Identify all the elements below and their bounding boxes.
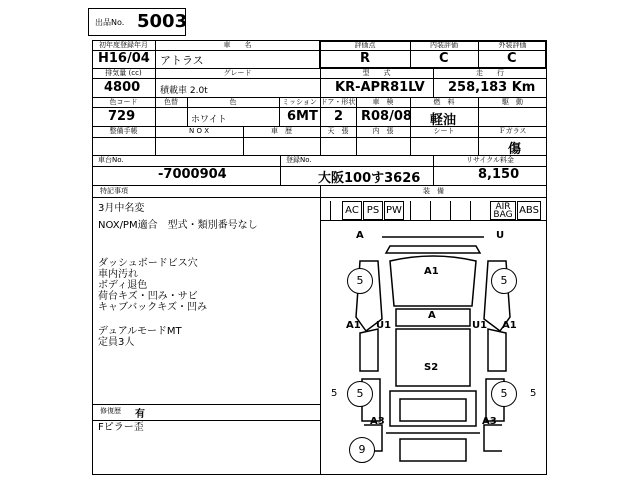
cab-roof-outline xyxy=(390,256,476,306)
interior-value: C xyxy=(439,51,449,66)
chassis-value: -7000904 xyxy=(158,167,227,182)
equipment-header: 装 備 xyxy=(423,187,444,195)
displacement-value: 4800 xyxy=(104,80,141,95)
mark-s2-bed: S2 xyxy=(424,362,439,373)
interior-ceiling-label: 内 張 xyxy=(372,127,394,135)
bed-rear-inner xyxy=(400,399,466,421)
note-line: ボディ退色 xyxy=(98,280,148,291)
drive-label: 駆 動 xyxy=(502,98,523,106)
mark-a3-rear-right: A3 xyxy=(482,416,497,427)
mark-u-front-right: U xyxy=(496,230,505,241)
doors-label: ドア・形状 xyxy=(320,98,356,106)
fuel-value: 軽油 xyxy=(430,113,457,128)
doors-value: 2 xyxy=(334,109,344,124)
note-line: 定員3人 xyxy=(98,337,135,348)
seat-label: シート xyxy=(433,127,455,135)
paint-color-label: 色替 xyxy=(164,98,178,106)
color-code-value: 729 xyxy=(108,109,136,124)
cab-front-outline xyxy=(386,246,480,253)
score-value: R xyxy=(360,51,371,66)
mark-5-rear-right-outer: 5 xyxy=(530,388,537,399)
tire-rear-left: 5 xyxy=(347,381,373,407)
maintenance-label: 整備手帳 xyxy=(109,127,138,135)
mark-a-front-left: A xyxy=(356,230,364,241)
repair-history-label: 修復歴 xyxy=(100,407,121,415)
plate-value: 大阪100す3626 xyxy=(318,171,421,186)
rear-frame xyxy=(400,439,466,461)
bed-outline xyxy=(396,329,470,386)
mark-a-roof: A xyxy=(428,310,436,321)
history-label: 車 歴 xyxy=(271,127,292,135)
equip-ps: PS xyxy=(363,201,383,220)
note-line: キャブバックキズ・凹み xyxy=(98,302,207,313)
mark-a1-right: A1 xyxy=(502,320,517,331)
repair-detail: Fピラー歪 xyxy=(98,422,144,433)
reg-year-label: 初年度登録年月 xyxy=(99,41,148,49)
tire-front-right: 5 xyxy=(491,268,517,294)
color-value: ホワイト xyxy=(191,115,227,125)
equip-pw: PW xyxy=(384,201,404,220)
lot-number: 5003 xyxy=(137,11,188,32)
tire-spare: 9 xyxy=(349,437,375,463)
note-line: 3月中名変 xyxy=(98,203,145,214)
car-name-label: 車 名 xyxy=(223,41,252,49)
note-line xyxy=(98,313,318,324)
tire-rear-right: 5 xyxy=(491,381,517,407)
cab-left-door xyxy=(360,329,378,371)
equip-abs: ABS xyxy=(517,201,541,220)
mission-value: 6MT xyxy=(287,109,318,124)
lot-number-label: 出品No. xyxy=(95,18,125,27)
note-line: NOX/PM適合 型式・類別番号なし xyxy=(98,220,258,231)
repair-history-value: 有 xyxy=(135,409,145,420)
score-label: 評価点 xyxy=(354,41,376,49)
mileage-value: 258,183 Km xyxy=(448,80,536,95)
notes-list xyxy=(98,203,318,348)
mark-u1-right: U1 xyxy=(472,320,488,331)
displacement-label: 排気量 (cc) xyxy=(105,69,142,77)
mark-5-rear-left-outer: 5 xyxy=(331,388,338,399)
exterior-value: C xyxy=(507,51,517,66)
reg-year-value: H16/04 xyxy=(98,51,150,66)
car-name-value: アトラス xyxy=(160,54,204,67)
grade-value: 積載車 2.0t xyxy=(160,86,208,96)
inspection-value: R08/08 xyxy=(361,109,412,124)
inspection-label: 車 検 xyxy=(372,98,394,106)
truck-diagram xyxy=(320,221,546,473)
recycle-value: 8,150 xyxy=(478,167,520,182)
mark-a3-rear-left: A3 xyxy=(370,416,385,427)
mark-a1-left: A1 xyxy=(346,320,361,331)
recycle-label: リサイクル料金 xyxy=(465,156,515,164)
interior-label: 内装評価 xyxy=(430,41,458,49)
note-line: デュアルモードMT xyxy=(98,326,182,337)
cab-right-door xyxy=(488,329,506,371)
mileage-label: 走 行 xyxy=(476,69,504,77)
nox-label: N O X xyxy=(189,127,209,135)
exterior-label: 外装評価 xyxy=(498,41,527,49)
lot-number-box xyxy=(88,8,186,36)
f-glass-label: Ｆガラス xyxy=(498,127,527,135)
f-glass-value: 傷 xyxy=(508,142,522,157)
color-code-label: 色コード xyxy=(109,98,138,106)
note-line xyxy=(98,233,318,246)
equip-airbag: AIR BAG xyxy=(490,201,516,220)
rear-right-fender xyxy=(484,425,502,451)
grade-label: グレード xyxy=(223,69,252,77)
sunroof-label: 天 張 xyxy=(327,127,349,135)
mark-a1-hood: A1 xyxy=(424,266,439,277)
chassis-label: 車台No. xyxy=(98,156,124,164)
model-label: 型 式 xyxy=(362,69,391,77)
mark-u1-left: U1 xyxy=(376,320,392,331)
model-value: KR-APR81LV xyxy=(335,80,425,95)
tire-front-left: 5 xyxy=(347,268,373,294)
color-label: 色 xyxy=(229,98,237,106)
equip-ac: AC xyxy=(342,201,362,220)
note-line: ダッシュボードビス穴 xyxy=(98,258,198,269)
plate-label: 登録No. xyxy=(286,156,312,164)
mission-label: ミッション xyxy=(282,98,317,106)
note-line: 荷台キズ・凹み・サビ xyxy=(98,291,198,302)
fuel-label: 燃 料 xyxy=(433,98,455,106)
notes-header: 特記事項 xyxy=(100,187,128,195)
note-line: 車内汚れ xyxy=(98,269,138,280)
